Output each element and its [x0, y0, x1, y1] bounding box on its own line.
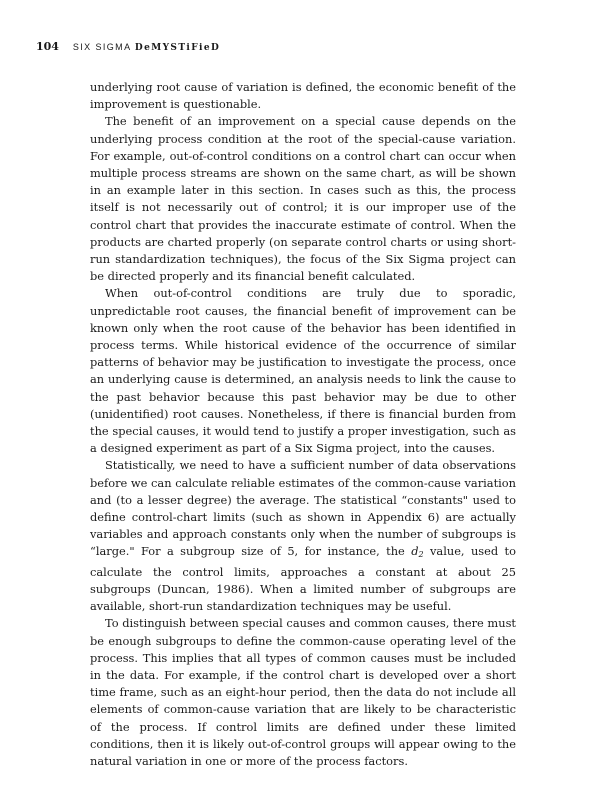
running-head-book-title: DeMYSTiFieD: [134, 43, 221, 53]
paragraph-special-cause-benefit: The benefit of an improvement on a special cause depends on the underlying process condition at the root of the special-cause variation. For example, out-of-control conditions on a control chart can occur when multiple process streams are shown on the same chart, as will be shown in an example later in this section. In cases such as this, the process itself is not necessarily out of control; it is our improper use of the control chart that provides the inaccurate estimate of control. When the products are charted properly (on separate control charts or using short-run standardization techniques), the focus of the Six Sigma project can be directed properly and its financial benefit calculated.: [90, 114, 516, 284]
paragraph-continued: underlying root cause of variation is defined, the economic benefit of the improvement is questionable.: [90, 80, 516, 112]
paragraph-statistical-constants-part-b: value, used to calculate the control limits, approaches a constant at about 25 subgroups (Duncan, 1986). When a limited number of subgroups are available, short-run standardization techniques may be useful.: [90, 544, 516, 614]
body-text: [90, 79, 516, 770]
running-head-section: SIX SIGMA: [72, 42, 131, 52]
d2-symbol: $d_2$: [411, 544, 424, 560]
running-head: [36, 40, 220, 53]
paragraph-sporadic-root-causes: When out-of-control conditions are truly due to sporadic, unpredictable root causes, the financial benefit of improvement can be known only when the root cause of the behavior has been identified in process terms. While historical evidence of the occurrence of similar patterns of behavior may be justification to investigate the process, once an underlying cause is determined, an analysis needs to link the cause to the past behavior because this past behavior may be due to other (unidentified) root causes. Nonetheless, if there is financial burden from the special causes, it would tend to justify a proper investigation, such as a designed experiment as part of a Six Sigma project, into the causes.: [90, 286, 516, 456]
paragraph-subgroups: To distinguish between special causes and common causes, there must be enough subgroups to define the common-cause operating level of the process. This implies that all types of common causes must be included in the data. For example, if the control chart is developed over a short time frame, such as an eight-hour period, then the data do not include all elements of common-cause variation that are likely to be characteristic of the process. If control limits are defined under these limited conditions, then it is likely out-of-control groups will appear owing to the natural variation in one or more of the process factors.: [90, 616, 516, 768]
page-number: 104: [36, 40, 59, 53]
d2-subscript: 2: [418, 550, 424, 560]
paragraph-statistical-constants: [90, 457, 516, 615]
paragraph-statistical-constants-part-a: Statistically, we need to have a sufficient number of data observations before we can calculate reliable estimates of the common-cause variation and (to a lesser degree) the average. The statistical “constants" used to define control-chart limits (such as shown in Appendix 6) are actually variables and approach constants only when the number of subgroups is “large." For a subgroup size of 5, for instance, the: [90, 458, 516, 559]
